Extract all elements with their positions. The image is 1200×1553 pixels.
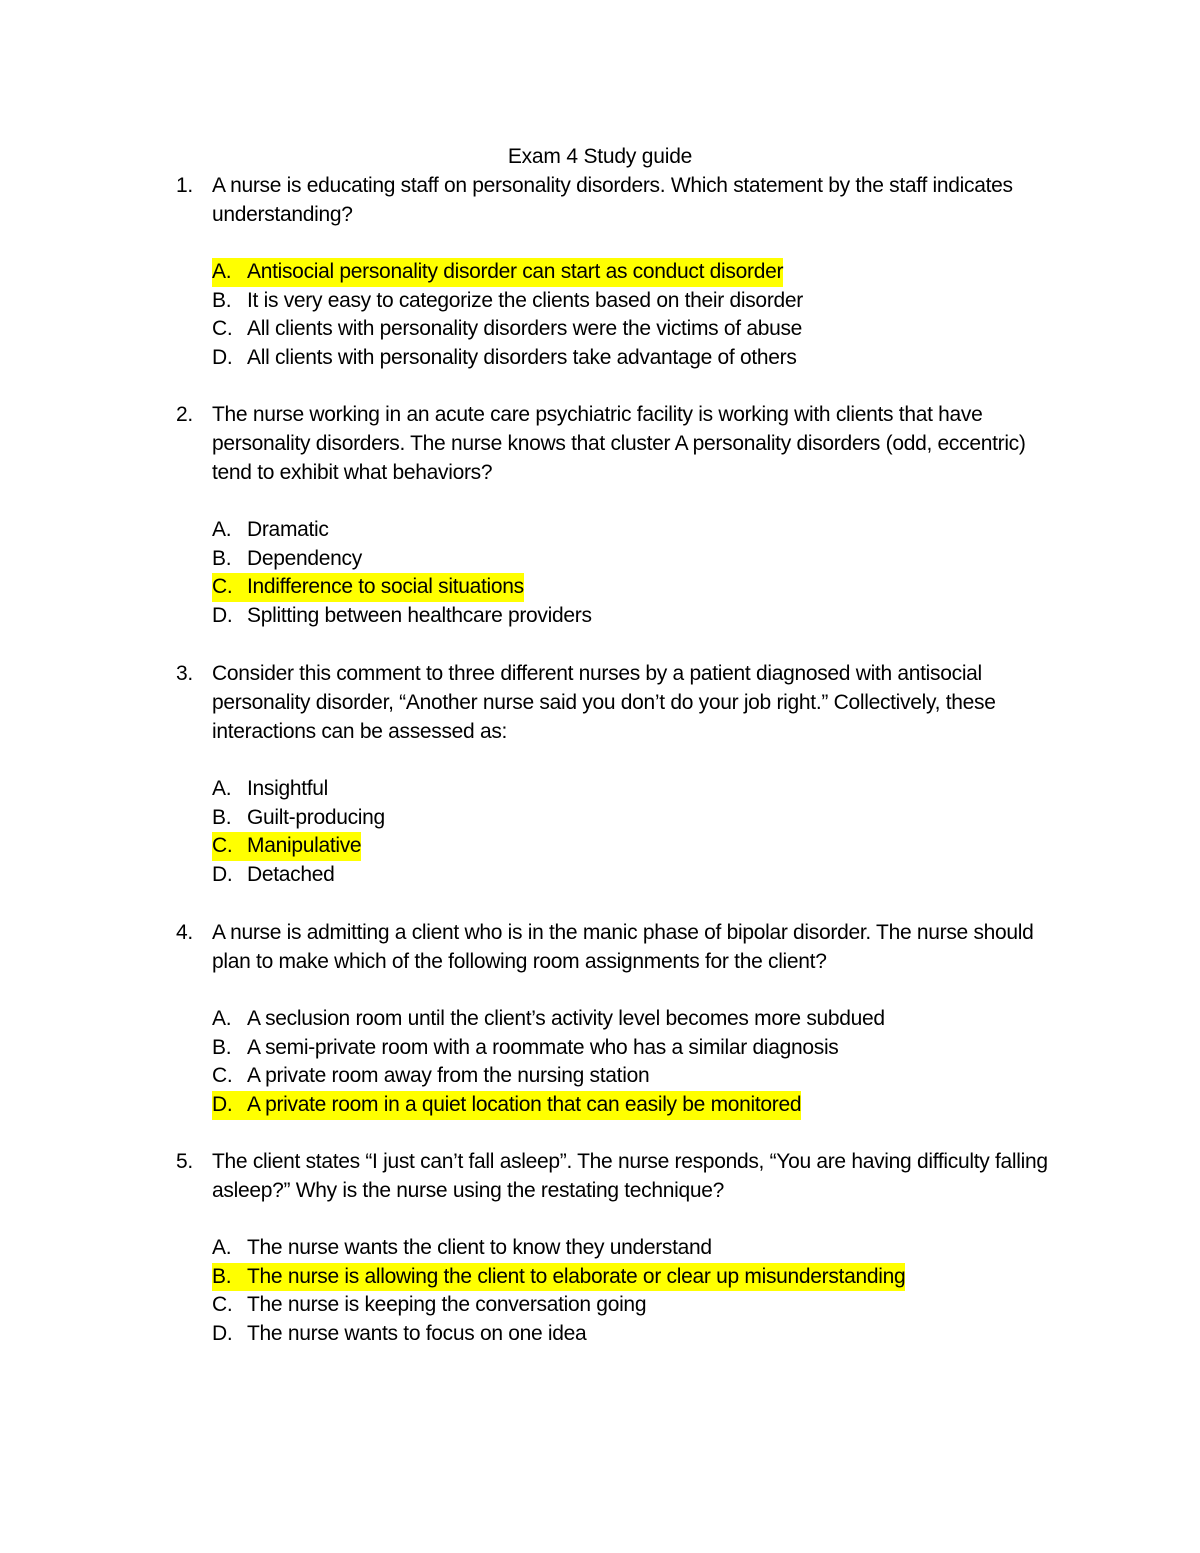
- option-text: A private room away from the nursing station: [247, 1064, 650, 1088]
- option-text: All clients with personality disorders were the victims of abuse: [247, 317, 803, 341]
- answer-options: [176, 775, 1056, 890]
- answer-options: [176, 1005, 1056, 1120]
- option-letter: B.: [212, 1264, 232, 1288]
- question-number: 4.: [176, 921, 193, 944]
- option-letter: B.: [212, 546, 232, 570]
- option-text: All clients with personality disorders take advantage of others: [247, 346, 797, 370]
- option-text: Manipulative: [247, 834, 362, 858]
- option-letter: B.: [212, 288, 232, 312]
- option-text: A semi-private room with a roommate who has a similar diagnosis: [247, 1035, 839, 1059]
- answer-option-d: [212, 344, 1056, 373]
- question-5: [176, 1147, 1056, 1349]
- answer-option-d: [212, 1091, 1056, 1120]
- option-letter: A.: [212, 1007, 232, 1030]
- option-text: It is very easy to categorize the clients based on their disorder: [247, 288, 803, 312]
- answer-option-a: [212, 775, 1056, 804]
- question-text: The client states “I just can’t fall asleep”. The nurse responds, “You are having difficulty falling asleep?” Why is the nurse using the restating technique?: [212, 1150, 1048, 1202]
- answer-option-c: [212, 832, 1056, 861]
- option-text: Detached: [247, 863, 335, 887]
- answer-options: [176, 516, 1056, 631]
- option-text: A private room in a quiet location that can easily be monitored: [247, 1093, 802, 1117]
- answer-option-c: [212, 315, 1056, 344]
- answer-option-a: [212, 1005, 1056, 1034]
- answer-option-c: [212, 1062, 1056, 1091]
- option-text: The nurse wants the client to know they understand: [247, 1236, 712, 1259]
- option-letter: A.: [212, 777, 232, 800]
- document-title: Exam 4 Study guide: [507, 145, 693, 168]
- option-text: Guilt-producing: [247, 805, 385, 829]
- answer-option-c: [212, 1291, 1056, 1320]
- question-number: 2.: [176, 403, 193, 426]
- answer-option-a: [212, 516, 1056, 545]
- question-stem: [176, 918, 1056, 976]
- answer-option-c: [212, 573, 1056, 602]
- question-2: [176, 400, 1056, 631]
- question-text: A nurse is educating staff on personality disorders. Which statement by the staff indicates understanding?: [212, 174, 1013, 226]
- option-text: Dependency: [247, 546, 362, 570]
- answer-option-b: [212, 1263, 1056, 1292]
- option-text: The nurse wants to focus on one idea: [247, 1322, 587, 1346]
- option-letter: D.: [212, 346, 233, 370]
- answer-option-b: [212, 1034, 1056, 1063]
- option-letter: B.: [212, 1035, 232, 1059]
- question-text: Consider this comment to three different nurses by a patient diagnosed with antisocial personality disorder, “Another nurse said you don’t do your job right.” Collectively, these interactions can be assessed as:: [212, 662, 996, 743]
- option-text: Insightful: [247, 777, 329, 800]
- answer-option-b: [212, 545, 1056, 574]
- answer-option-d: [212, 1320, 1056, 1349]
- option-letter: D.: [212, 604, 233, 628]
- answer-option-b: [212, 287, 1056, 316]
- option-text: The nurse is keeping the conversation going: [247, 1293, 647, 1317]
- question-number: 3.: [176, 662, 193, 685]
- option-letter: C.: [212, 834, 233, 858]
- question-number: 1.: [176, 174, 193, 197]
- option-text: Splitting between healthcare providers: [247, 604, 592, 628]
- question-4: [176, 918, 1056, 1120]
- answer-options: [176, 258, 1056, 373]
- question-stem: [176, 1147, 1056, 1205]
- question-1: [176, 171, 1056, 373]
- question-number: 5.: [176, 1150, 193, 1173]
- answer-options: [176, 1234, 1056, 1349]
- answer-option-b: [212, 804, 1056, 833]
- question-stem: [176, 659, 1056, 746]
- answer-option-d: [212, 861, 1056, 890]
- option-letter: B.: [212, 805, 232, 829]
- option-text: A seclusion room until the client’s activity level becomes more subdued: [247, 1007, 885, 1030]
- question-stem: [176, 400, 1056, 487]
- answer-option-a: [212, 258, 1056, 287]
- option-letter: C.: [212, 1293, 233, 1317]
- option-text: Indifference to social situations: [247, 575, 524, 599]
- option-letter: A.: [212, 518, 232, 541]
- option-text: The nurse is allowing the client to elaborate or clear up misunderstanding: [247, 1264, 906, 1288]
- option-letter: D.: [212, 863, 233, 887]
- question-stem: [176, 171, 1056, 229]
- question-text: The nurse working in an acute care psychiatric facility is working with clients that have personality disorders. The nurse knows that cluster A personality disorders (odd, eccentric) tend to exhibit what behaviors?: [212, 403, 1026, 484]
- answer-option-a: [212, 1234, 1056, 1263]
- option-letter: C.: [212, 575, 233, 599]
- answer-option-d: [212, 602, 1056, 631]
- question-text: A nurse is admitting a client who is in the manic phase of bipolar disorder. The nurse should plan to make which of the following room assignments for the client?: [212, 921, 1034, 973]
- option-letter: D.: [212, 1093, 233, 1117]
- option-letter: C.: [212, 1064, 233, 1088]
- option-letter: D.: [212, 1322, 233, 1346]
- option-letter: A.: [212, 260, 232, 283]
- option-text: Dramatic: [247, 518, 329, 541]
- option-text: Antisocial personality disorder can start as conduct disorder: [247, 260, 784, 283]
- option-letter: C.: [212, 317, 233, 341]
- option-letter: A.: [212, 1236, 232, 1259]
- question-3: [176, 659, 1056, 890]
